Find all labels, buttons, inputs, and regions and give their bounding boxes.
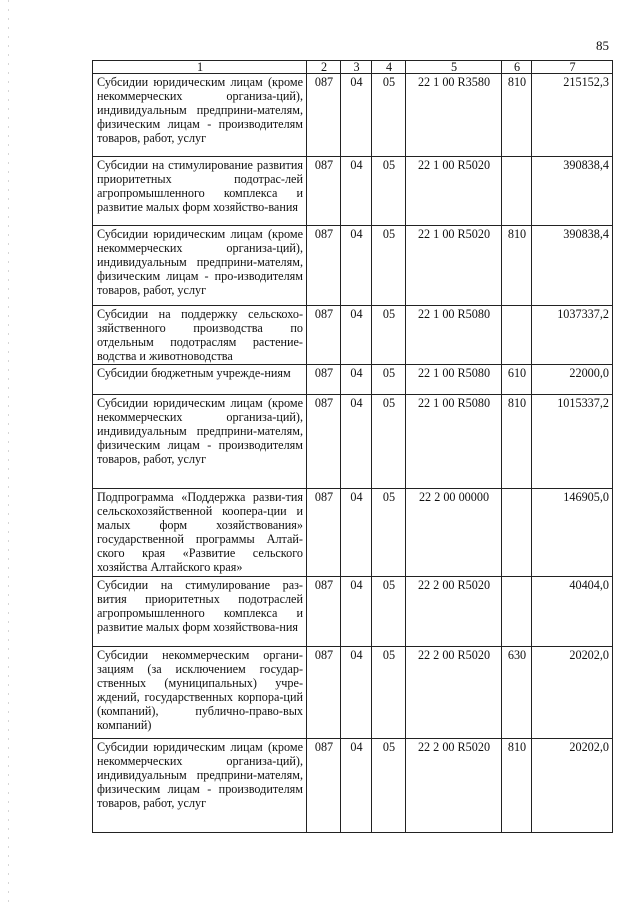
table-header-row bbox=[93, 61, 613, 74]
cell-target-code: 22 1 00 R5080 bbox=[406, 395, 502, 489]
cell-section: 04 bbox=[341, 157, 372, 226]
column-header: 2 bbox=[307, 61, 341, 74]
cell-subsection: 05 bbox=[372, 489, 406, 577]
cell-target-code: 22 1 00 R3580 bbox=[406, 74, 502, 157]
cell-target-code: 22 1 00 R5080 bbox=[406, 306, 502, 365]
cell-subsection: 05 bbox=[372, 395, 406, 489]
cell-target-code: 22 1 00 R5020 bbox=[406, 157, 502, 226]
cell-section: 04 bbox=[341, 74, 372, 157]
cell-subsection: 05 bbox=[372, 226, 406, 306]
cell-subsection: 05 bbox=[372, 74, 406, 157]
cell-expense-type: 810 bbox=[502, 739, 532, 833]
cell-admin-code: 087 bbox=[307, 365, 341, 395]
cell-amount: 390838,4 bbox=[532, 226, 613, 306]
cell-admin-code: 087 bbox=[307, 226, 341, 306]
row-name: Субсидии на стимулирование развития приоритетных подотрас-лей агропромышленного комплекса и развитие малых форм хозяйство-вания bbox=[93, 157, 307, 226]
cell-amount: 40404,0 bbox=[532, 577, 613, 647]
cell-subsection: 05 bbox=[372, 157, 406, 226]
cell-section: 04 bbox=[341, 739, 372, 833]
budget-table bbox=[92, 60, 613, 833]
cell-expense-type: 810 bbox=[502, 395, 532, 489]
table-row bbox=[93, 226, 613, 306]
cell-target-code: 22 2 00 R5020 bbox=[406, 739, 502, 833]
cell-target-code: 22 2 00 00000 bbox=[406, 489, 502, 577]
cell-expense-type bbox=[502, 157, 532, 226]
cell-amount: 20202,0 bbox=[532, 739, 613, 833]
cell-amount: 20202,0 bbox=[532, 647, 613, 739]
cell-target-code: 22 2 00 R5020 bbox=[406, 577, 502, 647]
column-header: 6 bbox=[502, 61, 532, 74]
table-row bbox=[93, 306, 613, 365]
cell-subsection: 05 bbox=[372, 306, 406, 365]
left-margin-dots bbox=[8, 0, 9, 903]
cell-section: 04 bbox=[341, 395, 372, 489]
cell-subsection: 05 bbox=[372, 577, 406, 647]
table-row bbox=[93, 365, 613, 395]
cell-target-code: 22 1 00 R5020 bbox=[406, 226, 502, 306]
cell-target-code: 22 1 00 R5080 bbox=[406, 365, 502, 395]
cell-amount: 390838,4 bbox=[532, 157, 613, 226]
cell-admin-code: 087 bbox=[307, 739, 341, 833]
cell-admin-code: 087 bbox=[307, 577, 341, 647]
table-row bbox=[93, 74, 613, 157]
row-name: Субсидии юридическим лицам (кроме некоммерческих организа-ций), индивидуальным предприни-мателям, физическим лицам - производителям товаров, работ, услуг bbox=[93, 739, 307, 833]
table-row bbox=[93, 395, 613, 489]
cell-section: 04 bbox=[341, 489, 372, 577]
cell-expense-type bbox=[502, 489, 532, 577]
cell-expense-type: 610 bbox=[502, 365, 532, 395]
row-name: Субсидии юридическим лицам (кроме некоммерческих организа-ций), индивидуальным предприни-мателям, физическим лицам - про-изводителям товаров, работ, услуг bbox=[93, 226, 307, 306]
table-row bbox=[93, 489, 613, 577]
cell-expense-type bbox=[502, 577, 532, 647]
cell-section: 04 bbox=[341, 647, 372, 739]
table-row bbox=[93, 647, 613, 739]
cell-expense-type: 630 bbox=[502, 647, 532, 739]
cell-target-code: 22 2 00 R5020 bbox=[406, 647, 502, 739]
column-header: 1 bbox=[93, 61, 307, 74]
cell-section: 04 bbox=[341, 226, 372, 306]
table-row bbox=[93, 739, 613, 833]
row-name: Подпрограмма «Поддержка разви-тия сельскохозяйственной коопера-ции и малых форм хозяйствования» государственной программы Алтай-ского края «Развитие сельского хозяйства Алтайского края» bbox=[93, 489, 307, 577]
cell-admin-code: 087 bbox=[307, 74, 341, 157]
row-name: Субсидии некоммерческим органи-зациям (за исключением государ-ственных (муниципальных) учре-ждений, государственных корпора-ций (компаний), публично-право-вых компаний) bbox=[93, 647, 307, 739]
cell-amount: 215152,3 bbox=[532, 74, 613, 157]
cell-admin-code: 087 bbox=[307, 306, 341, 365]
cell-admin-code: 087 bbox=[307, 157, 341, 226]
column-header: 7 bbox=[532, 61, 613, 74]
cell-admin-code: 087 bbox=[307, 395, 341, 489]
cell-amount: 1037337,2 bbox=[532, 306, 613, 365]
row-name: Субсидии юридическим лицам (кроме некоммерческих организа-ций), индивидуальным предприни-мателям, физическим лицам - производителям товаров, работ, услуг bbox=[93, 74, 307, 157]
column-header: 3 bbox=[341, 61, 372, 74]
row-name: Субсидии юридическим лицам (кроме некоммерческих организа-ций), индивидуальным предприни-мателям, физическим лицам - производителям товаров, работ, услуг bbox=[93, 395, 307, 489]
column-header: 5 bbox=[406, 61, 502, 74]
row-name: Субсидии бюджетным учрежде-ниям bbox=[93, 365, 307, 395]
cell-amount: 22000,0 bbox=[532, 365, 613, 395]
cell-amount: 1015337,2 bbox=[532, 395, 613, 489]
page-number: 85 bbox=[596, 38, 609, 53]
table-row bbox=[93, 157, 613, 226]
row-name: Субсидии на стимулирование раз-вития приоритетных подотраслей агропромышленного комплекса и развитие малых форм хозяйствова-ния bbox=[93, 577, 307, 647]
cell-subsection: 05 bbox=[372, 647, 406, 739]
cell-subsection: 05 bbox=[372, 365, 406, 395]
cell-expense-type: 810 bbox=[502, 74, 532, 157]
cell-expense-type: 810 bbox=[502, 226, 532, 306]
cell-amount: 146905,0 bbox=[532, 489, 613, 577]
cell-admin-code: 087 bbox=[307, 489, 341, 577]
cell-subsection: 05 bbox=[372, 739, 406, 833]
table-row bbox=[93, 577, 613, 647]
cell-section: 04 bbox=[341, 365, 372, 395]
cell-section: 04 bbox=[341, 306, 372, 365]
column-header: 4 bbox=[372, 61, 406, 74]
cell-expense-type bbox=[502, 306, 532, 365]
cell-section: 04 bbox=[341, 577, 372, 647]
row-name: Субсидии на поддержку сельскохо-зяйственного производства по отдельным подотраслям растение-водства и животноводства bbox=[93, 306, 307, 365]
cell-admin-code: 087 bbox=[307, 647, 341, 739]
